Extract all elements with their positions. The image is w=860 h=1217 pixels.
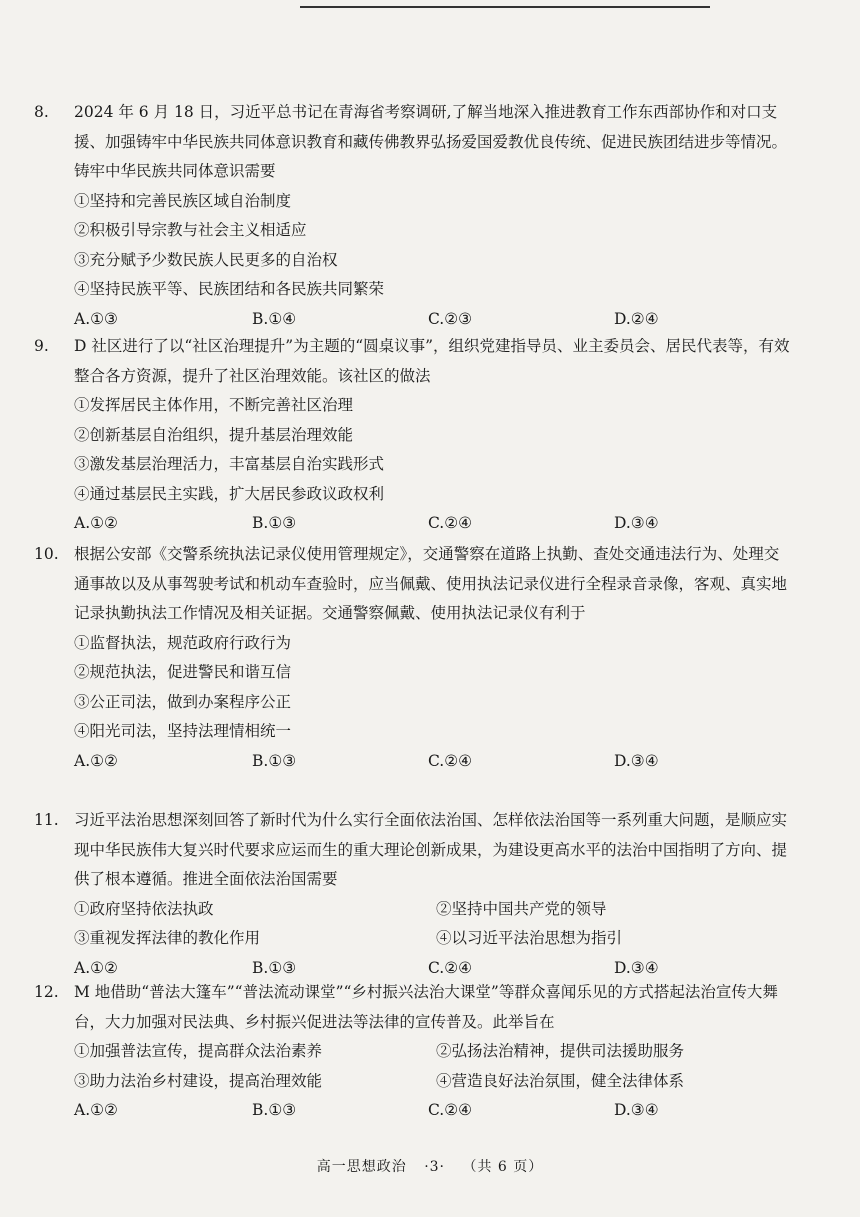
statement-4: ④以习近平法治思想为指引 [436, 929, 623, 947]
question-stem: 根据公安部《交警系统执法记录仪使用管理规定》，交通警察在道路上执勤、查处交通违法行为、处理交通事故以及从事驾驶考试和机动车查验时，应当佩戴、使用执法记录仪进行全程录音录像，客观、真实地记录执勤执法工作情况及相关证据。交通警察佩戴、使用执法记录仪有利于 [74, 545, 788, 622]
choice-b[interactable]: B.①③ [252, 751, 297, 770]
answer-choices [74, 1096, 794, 1126]
question-8 [34, 98, 794, 334]
choice-b[interactable]: B.①③ [252, 1101, 297, 1119]
statement-grid [74, 895, 794, 954]
question-stem: M 地借助“普法大篷车”“普法流动课堂”“乡村振兴法治大课堂”等群众喜闻乐见的方式搭起法治宣传大舞台，大力加强对民法典、乡村振兴促进法等法律的宣传普及。此举旨在 [74, 983, 778, 1031]
question-9 [34, 332, 794, 539]
statement-2: ②积极引导宗教与社会主义相适应 [74, 221, 307, 239]
page-footer [0, 1156, 860, 1176]
statement-1: ①加强普法宣传，提高群众法治素养 [74, 1042, 323, 1060]
choice-c[interactable]: C.②④ [428, 958, 473, 977]
question-stem: D 社区进行了以“社区治理提升”为主题的“圆桌议事”，组织党建指导员、业主委员会、居民代表等，有效整合各方资源，提升了社区治理效能。该社区的做法 [74, 337, 790, 385]
statement-3: ③助力法治乡村建设，提高治理效能 [74, 1071, 323, 1090]
statement-3: ③激发基层治理活力，丰富基层自治实践形式 [74, 455, 385, 473]
answer-choices [74, 747, 794, 777]
header-rule [300, 6, 710, 8]
choice-c[interactable]: C.②③ [428, 309, 473, 328]
statement-3: ③公正司法，做到办案程序公正 [74, 692, 292, 711]
choice-d[interactable]: D.③④ [614, 958, 659, 977]
choice-a[interactable]: A.①② [74, 958, 118, 977]
choice-d[interactable]: D.③④ [614, 514, 659, 532]
page-number: ·3· [424, 1159, 445, 1175]
statement-3: ③重视发挥法律的教化作用 [74, 929, 261, 947]
answer-choices [74, 305, 794, 335]
statement-2: ②弘扬法治精神，提供司法援助服务 [436, 1042, 685, 1060]
choice-c[interactable]: C.②④ [428, 1101, 473, 1119]
statement-3: ③充分赋予少数民族人民更多的自治权 [74, 250, 338, 269]
statement-1: ①政府坚持依法执政 [74, 899, 214, 918]
choice-a[interactable]: A.①③ [74, 309, 118, 328]
statement-4: ④阳光司法，坚持法理情相统一 [74, 722, 292, 740]
choice-d[interactable]: D.③④ [614, 1101, 659, 1119]
question-11 [34, 806, 794, 983]
choice-a[interactable]: A.①② [74, 1101, 118, 1119]
subject-label: 高一思想政治 [316, 1159, 407, 1175]
choice-a[interactable]: A.①② [74, 514, 118, 532]
page-total: （共 6 页） [462, 1159, 544, 1175]
statement-4: ④营造良好法治氛围，健全法律体系 [436, 1071, 685, 1090]
choice-b[interactable]: B.①③ [252, 958, 297, 977]
statement-2: ②规范执法，促进警民和谐互信 [74, 663, 292, 681]
statement-1: ①发挥居民主体作用，不断完善社区治理 [74, 396, 354, 414]
choice-c[interactable]: C.②④ [428, 751, 473, 770]
question-stem: 习近平法治思想深刻回答了新时代为什么实行全面依法治国、怎样依法治国等一系列重大问题，是顺应实现中华民族伟大复兴时代要求应运而生的重大理论创新成果，为建设更高水平的法治中国指明了方向、提供了根本遵循。推进全面依法治国需要 [74, 811, 788, 888]
choice-c[interactable]: C.②④ [428, 514, 473, 532]
choice-d[interactable]: D.③④ [614, 751, 659, 770]
question-number: 12. [34, 983, 59, 1001]
statement-grid [74, 1037, 794, 1096]
question-number: 9. [34, 337, 49, 355]
answer-choices [74, 509, 794, 539]
statement-2: ②创新基层自治组织，提升基层治理效能 [74, 425, 354, 444]
choice-b[interactable]: B.①④ [252, 309, 297, 328]
statement-4: ④坚持民族平等、民族团结和各民族共同繁荣 [74, 280, 385, 298]
statement-4: ④通过基层民主实践，扩大居民参政议政权利 [74, 484, 385, 503]
choice-d[interactable]: D.②④ [614, 309, 659, 328]
question-number: 10. [34, 545, 59, 563]
question-number: 8. [34, 103, 49, 121]
question-12 [34, 978, 794, 1126]
question-number: 11. [34, 811, 59, 829]
statement-1: ①监督执法，规范政府行政行为 [74, 633, 292, 652]
question-10 [34, 540, 794, 776]
choice-a[interactable]: A.①② [74, 751, 118, 770]
question-stem: 2024 年 6 月 18 日，习近平总书记在青海省考察调研,了解当地深入推进教育工作东西部协作和对口支援、加强铸牢中华民族共同体意识教育和藏传佛教界弘扬爱国爱教优良传统、促进民族团结进步等情况。铸牢中华民族共同体意识需要 [74, 103, 788, 180]
statement-1: ①坚持和完善民族区域自治制度 [74, 191, 292, 210]
choice-b[interactable]: B.①③ [252, 514, 297, 532]
statement-2: ②坚持中国共产党的领导 [436, 899, 607, 918]
